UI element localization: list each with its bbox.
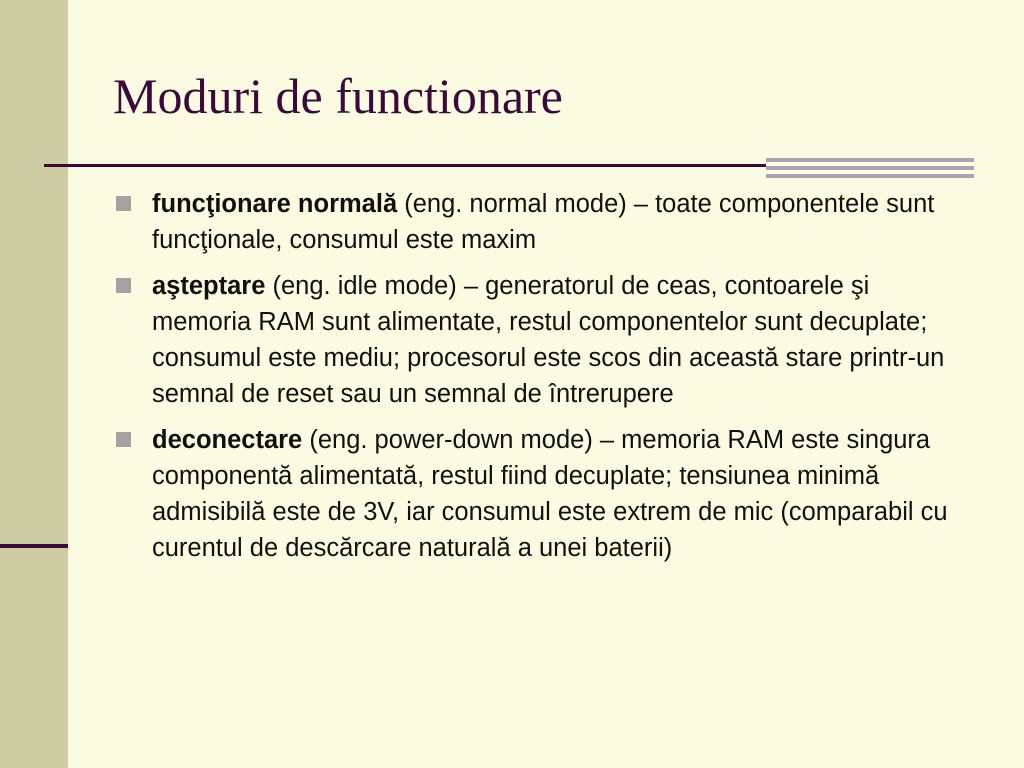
- accent-bar: [766, 158, 974, 162]
- bullet-list: [115, 186, 975, 576]
- square-bullet-icon: [116, 432, 131, 447]
- bullet-item-power-down-mode: [115, 422, 975, 566]
- bullet-item-normal-mode: [115, 186, 975, 258]
- square-bullet-icon: [116, 278, 131, 293]
- bullet-description: (eng. power-down mode) – memoria RAM este singura componentă alimentată, restul fiind decuplate; tensiunea minimă admisibilă este de 3V, iar consumul este extrem de mic (comparabil cu curentul de descărcare naturală a unei baterii): [152, 426, 948, 562]
- bullet-description: (eng. idle mode) – generatorul de ceas, contoarele şi memoria RAM sunt alimentate, restul componentelor sunt decuplate; consumul este mediu; procesorul este scos din această stare printr-un semnal de reset sau un semnal de întrerupere: [152, 272, 945, 408]
- bullet-term: deconectare: [152, 426, 303, 454]
- bullet-term: funcţionare normală: [152, 190, 398, 218]
- left-decorative-rule: [0, 544, 68, 548]
- slide-title: Moduri de functionare: [113, 68, 563, 124]
- accent-bar: [766, 166, 974, 170]
- bullet-description: (eng. normal mode) – toate componentele sunt funcţionale, consumul este maxim: [152, 190, 935, 254]
- accent-bar: [766, 174, 974, 178]
- left-decorative-band: [0, 0, 68, 768]
- square-bullet-icon: [116, 196, 131, 211]
- bullet-item-idle-mode: [115, 268, 975, 412]
- title-underline-accent: [766, 158, 974, 178]
- title-underline: [44, 164, 766, 167]
- bullet-term: aşteptare: [152, 272, 266, 300]
